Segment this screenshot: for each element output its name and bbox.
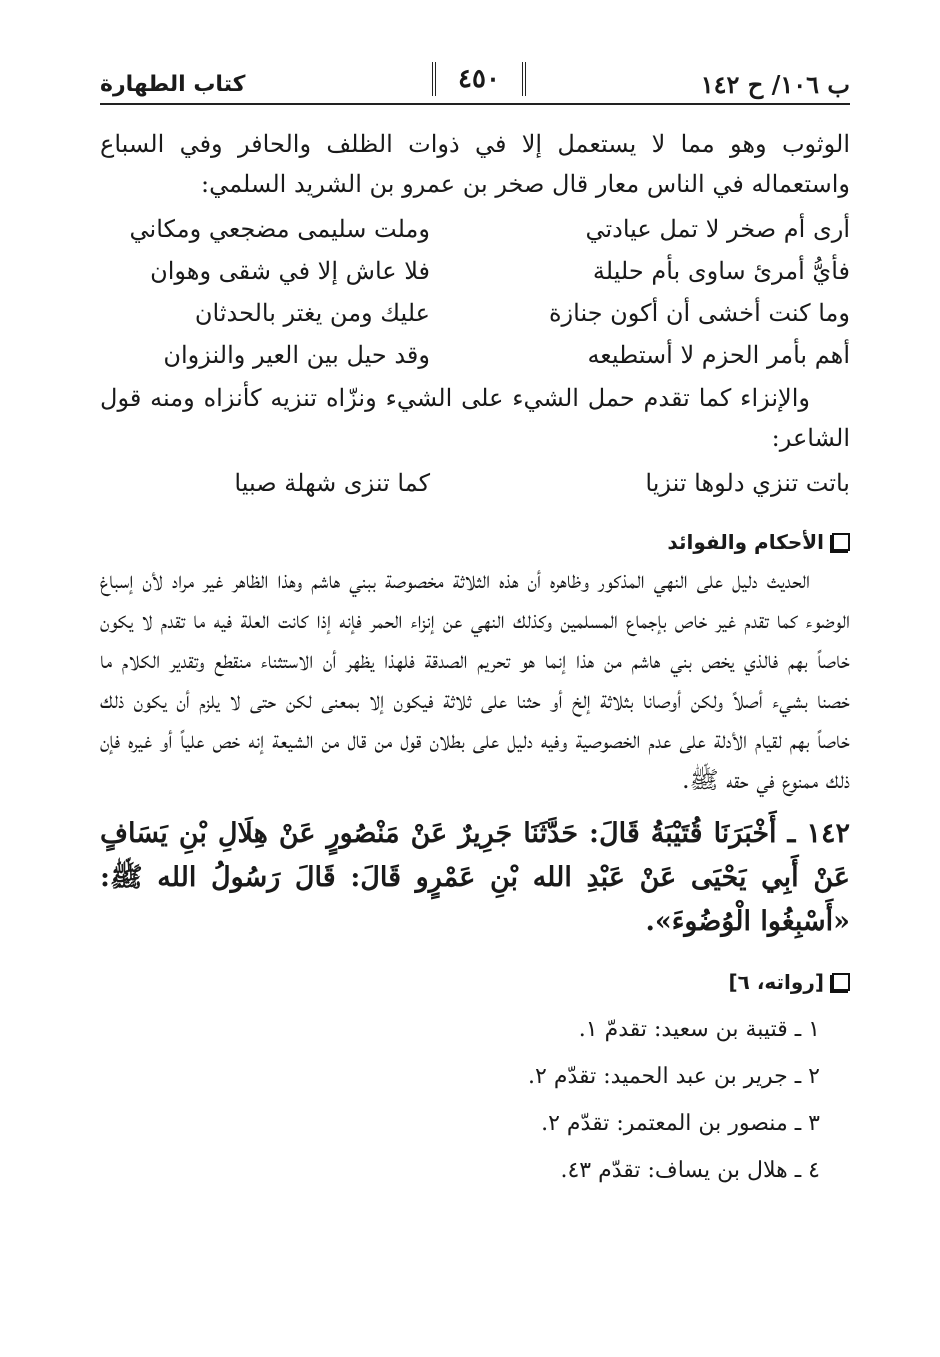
list-item: ٤ ـ هلال بن يساف: تقدّم ٤٣. bbox=[560, 1158, 820, 1183]
list-item: ٣ ـ منصور بن المعتمر: تقدّم ٢. bbox=[541, 1111, 820, 1136]
verse-hemistich-first: وما كنت أخشى أن أكون جنازة bbox=[548, 299, 850, 327]
page-header bbox=[100, 60, 850, 104]
verse-hemistich-second: وملت سليمى مضجعي ومكاني bbox=[129, 215, 430, 243]
list-item: ٢ ـ جرير بن عبد الحميد: تقدّم ٢. bbox=[528, 1064, 820, 1089]
rulings-paragraph: الحديث دليل على النهي المذكور وظاهره أن هذه الثلاثة مخصوصة ببني هاشم وهذا الظاهر غير مراد لأن إسباغ الوضوء كما تقدم غير خاص بإجماع المسلمين وكذلك النهي عن إنزاء الحمر فإنه إذا كانت العلة فيه ما تقدم لا يكون خاصاً بهم فالذي يخص بني هاشم من هذا إنما هو تحريم الصدقة فلهذا يظهر أن الاستثناء منقطع وتقدير الكلام ما خصنا بشيء أصلاً ولكن أوصانا بثلاثة إلخ أو حثنا على ثلاثة فيكون إلا بمعنى لكن حتى لا يلزم أن يكون ذلك خاصاً بهم لقيام الأدلة على عدم الخصوصية وفيه دليل على بطلان قول من قال من الشيعة إنه خص علياً أو غيره فإن ذلك ممنوع في حقه ﷺ. bbox=[100, 566, 851, 794]
verse-line bbox=[100, 292, 850, 334]
verse-hemistich-first: أرى أم صخر لا تمل عيادتي bbox=[585, 215, 850, 243]
rulings-heading-label: الأحكام والفوائد bbox=[667, 530, 824, 554]
rulings-heading bbox=[100, 524, 850, 560]
narrators-heading-label: [رواته، ٦] bbox=[728, 970, 824, 994]
verse-hemistich-second: عليك ومن يغتر بالحدثان bbox=[194, 299, 430, 327]
hadith-text: ١٤٢ ـ أَخْبَرَنَا قُتَيْبَةُ قَالَ: حَدَّثَنَا جَرِيرٌ عَنْ مَنْصُورٍ عَنْ هِلَالِ بْنِ يَسَافٍ عَنْ أَبِي يَحْيَى عَنْ عَبْدِ الله بْنِ عَمْرٍو قَالَ: قَالَ رَسُولُ الله ﷺ: «أَسْبِغُوا الْوُضُوءَ». bbox=[100, 818, 850, 937]
verse-hemistich-second: كما تنزى شهلة صبيا bbox=[234, 469, 430, 497]
verse-hemistich-first: أهم بأمر الحزم لا أستطيعه bbox=[587, 341, 850, 369]
square-bullet-icon bbox=[832, 533, 850, 551]
hadith-reference: ب ١٠٦/ ح ١٤٢ bbox=[700, 70, 850, 99]
explanation-paragraph: والإنزاء كما تقدم حمل الشيء على الشيء ونزّاه تنزيه كأنزاه ومنه قول الشاعر: bbox=[100, 384, 850, 452]
narrators-heading bbox=[100, 964, 850, 1000]
list-item: ١ ـ قتيبة بن سعيد: تقدمّ ١. bbox=[578, 1017, 820, 1042]
verse-line bbox=[100, 462, 850, 504]
verse-hemistich-first: فأيُّ أمرئ ساوى بأم حليلة bbox=[592, 257, 850, 285]
verse-line bbox=[100, 250, 850, 292]
poem-second bbox=[100, 462, 850, 504]
page-body bbox=[100, 124, 850, 1194]
page-number: ٤٥٠ bbox=[432, 62, 526, 96]
book-title: كتاب الطهارة bbox=[100, 72, 246, 97]
verse-line bbox=[100, 334, 850, 376]
verse-line bbox=[100, 208, 850, 250]
square-bullet-icon bbox=[832, 973, 850, 991]
verse-hemistich-second: فلا عاش إلا في شقى وهوان bbox=[150, 257, 430, 285]
poem-sakhr bbox=[100, 208, 850, 376]
verse-hemistich-first: باتت تنزي دلوها تنزيا bbox=[645, 469, 850, 497]
narrator-list bbox=[100, 1006, 850, 1194]
header-rule bbox=[100, 103, 850, 105]
intro-paragraph: الوثوب وهو مما لا يستعمل إلا في ذوات الظلف والحافر وفي السباع واستعماله في الناس معار قال صخر بن عمرو بن الشريد السلمي: bbox=[100, 130, 850, 198]
verse-hemistich-second: وقد حيل بين العير والنزوان bbox=[163, 341, 430, 369]
